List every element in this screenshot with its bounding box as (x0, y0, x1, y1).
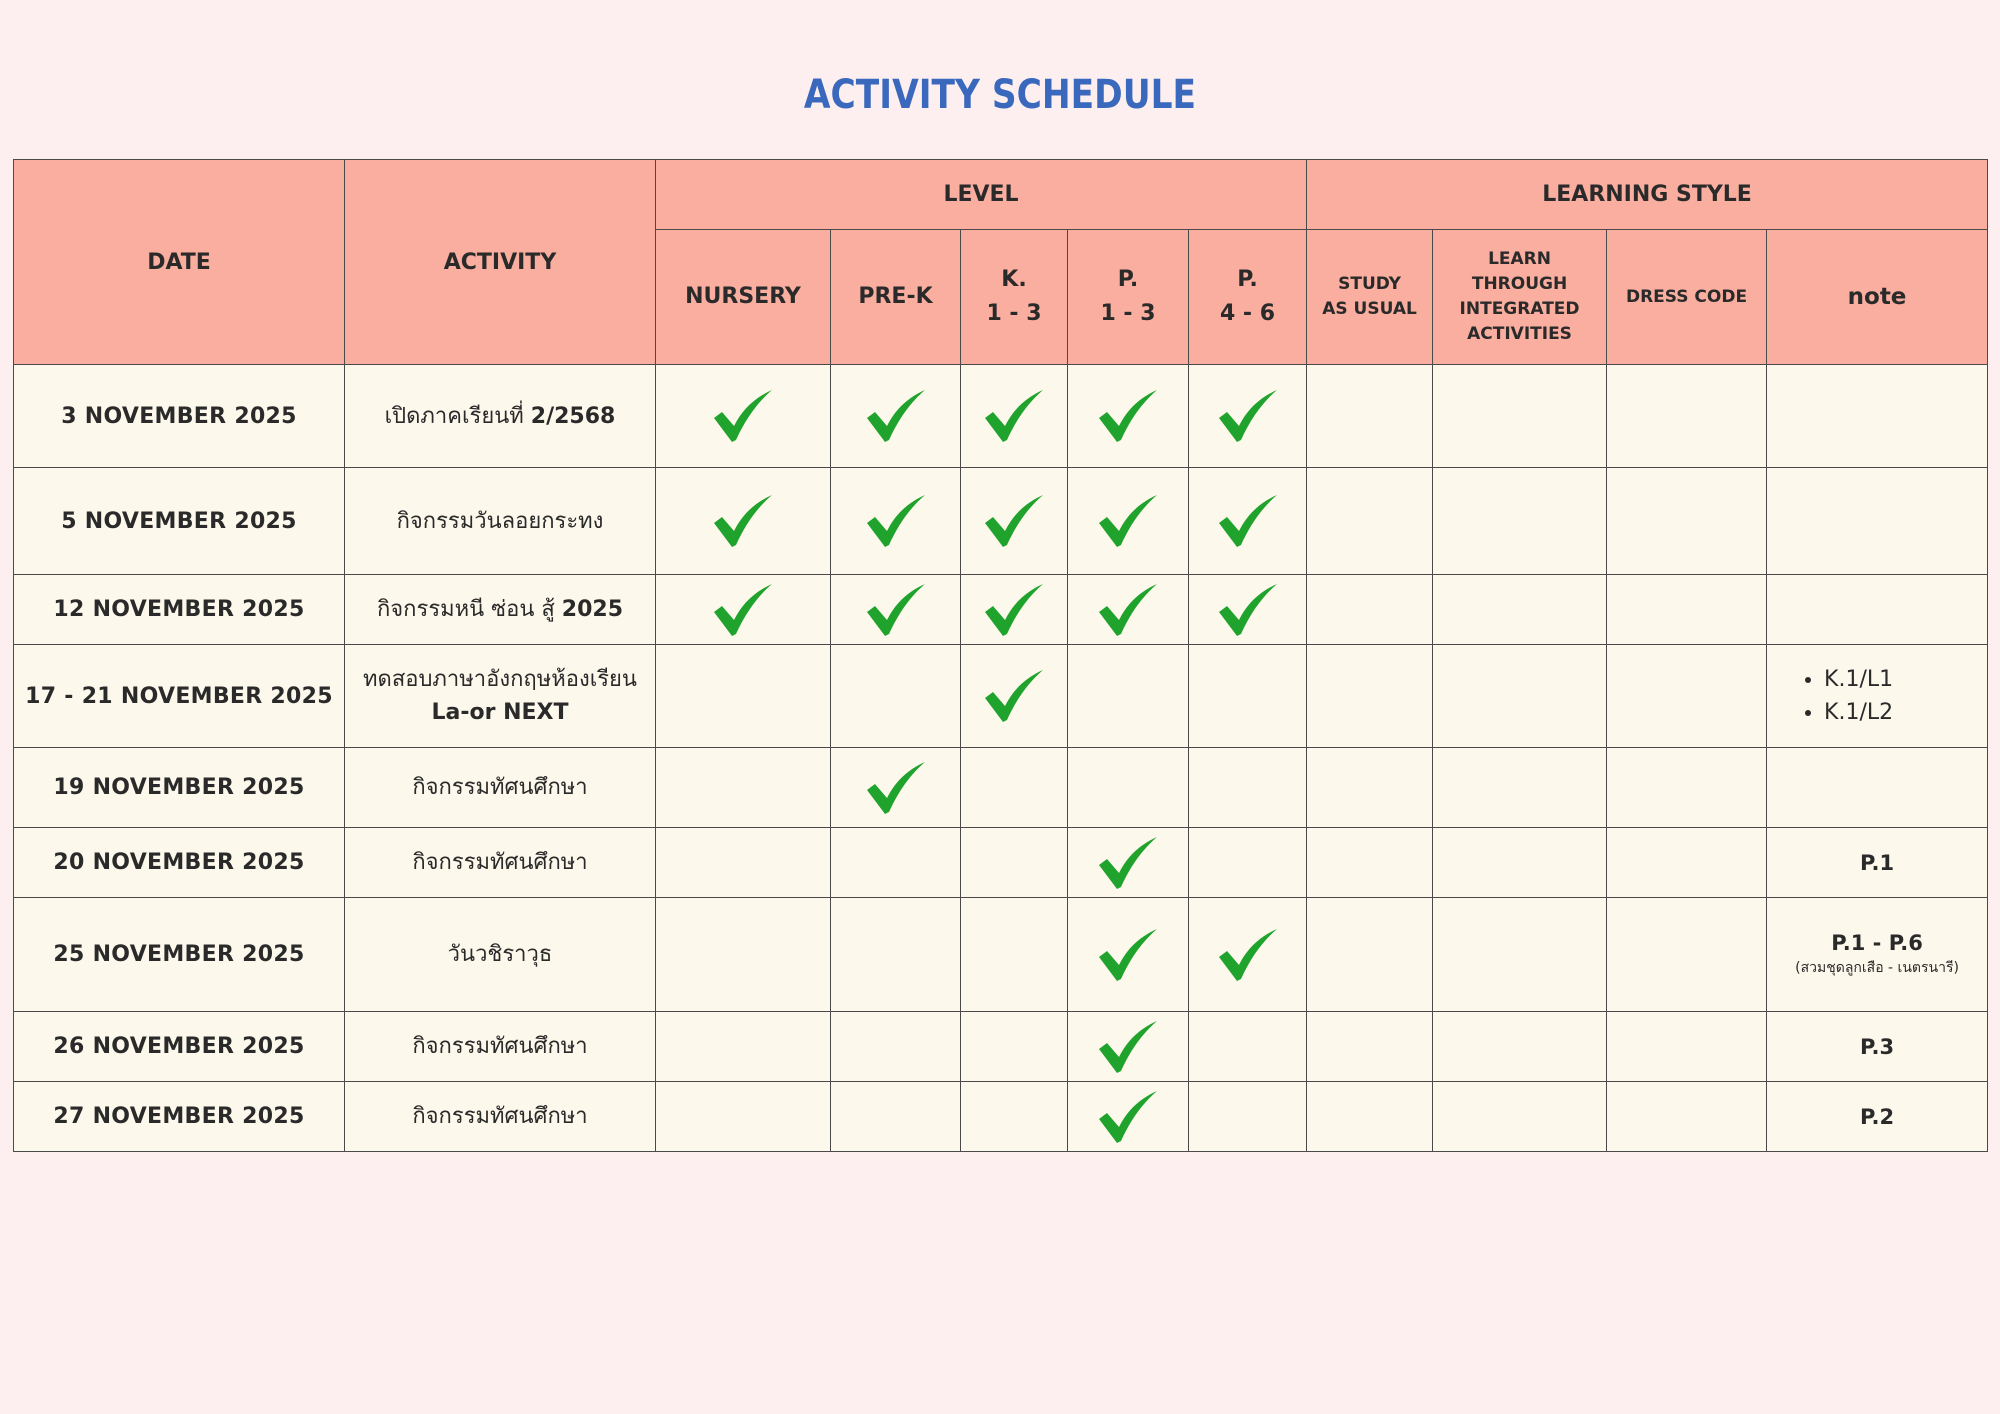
check-cell-p46 (1189, 575, 1307, 645)
check-cell-k13 (961, 645, 1068, 748)
checkmark-icon (983, 388, 1045, 444)
header-p13 (1068, 230, 1189, 365)
date-cell: 12 NOVEMBER 2025 (14, 575, 345, 645)
table-row (14, 748, 1988, 828)
note-cell (1767, 748, 1988, 828)
learn-integrated-cell (1433, 898, 1607, 1012)
checkmark-icon (865, 582, 927, 638)
header-learn-line4: ACTIVITIES (1467, 324, 1572, 344)
activity-text: กิจกรรมหนี ซ่อน สู้ (376, 597, 562, 622)
dress-code-cell (1607, 1012, 1767, 1082)
checkmark-icon (983, 582, 1045, 638)
header-p46 (1189, 230, 1307, 365)
dress-code-cell (1607, 898, 1767, 1012)
date-cell: 19 NOVEMBER 2025 (14, 748, 345, 828)
note-text: P.1 - P.6 (1831, 930, 1923, 955)
check-cell-p46 (1189, 828, 1307, 898)
check-cell-k13 (961, 1082, 1068, 1152)
note-cell (1767, 468, 1988, 575)
activity-text: ทดสอบภาษาอังกฤษห้องเรียน (363, 667, 637, 692)
checkmark-icon (1217, 927, 1279, 983)
date-cell: 26 NOVEMBER 2025 (14, 1012, 345, 1082)
activity-text-strong: La-or NEXT (431, 700, 569, 725)
note-cell (1767, 365, 1988, 468)
checkmark-icon (1097, 835, 1159, 891)
checkmark-icon (1217, 493, 1279, 549)
checkmark-icon (712, 582, 774, 638)
activity-cell (345, 468, 656, 575)
dress-code-cell (1607, 1082, 1767, 1152)
check-cell-p13 (1068, 1012, 1189, 1082)
checkmark-icon (1097, 1089, 1159, 1145)
checkmark-icon (1097, 927, 1159, 983)
date-cell: 27 NOVEMBER 2025 (14, 1082, 345, 1152)
note-cell: P.3 (1767, 1012, 1988, 1082)
note-cell: P.1 (1767, 828, 1988, 898)
activity-cell (345, 1012, 656, 1082)
check-cell-p46 (1189, 898, 1307, 1012)
learn-integrated-cell (1433, 748, 1607, 828)
header-nursery: NURSERY (656, 230, 831, 365)
note-cell (1767, 645, 1988, 748)
note-cell: P.2 (1767, 1082, 1988, 1152)
header-note: note (1767, 230, 1988, 365)
check-cell-p46 (1189, 1012, 1307, 1082)
date-cell: 17 - 21 NOVEMBER 2025 (14, 645, 345, 748)
header-dress-code: DRESS CODE (1607, 230, 1767, 365)
check-cell-prek (831, 575, 961, 645)
learn-integrated-cell (1433, 575, 1607, 645)
date-cell: 20 NOVEMBER 2025 (14, 828, 345, 898)
table-row (14, 1082, 1988, 1152)
activity-text: เปิดภาคเรียนที่ (384, 403, 531, 429)
check-cell-prek (831, 828, 961, 898)
table-row (14, 645, 1988, 748)
note-list-item: • K.1/L1 (1824, 663, 1987, 696)
checkmark-icon (983, 668, 1045, 724)
checkmark-icon (712, 493, 774, 549)
dress-code-cell (1607, 365, 1767, 468)
check-cell-prek (831, 1082, 961, 1152)
study-as-usual-cell (1307, 898, 1433, 1012)
header-p13-line1: P. (1117, 267, 1139, 292)
study-as-usual-cell (1307, 575, 1433, 645)
check-cell-k13 (961, 575, 1068, 645)
check-cell-prek (831, 748, 961, 828)
schedule-table (13, 159, 1988, 1152)
note-list-item: • K.1/L2 (1824, 696, 1987, 729)
activity-text: กิจกรรมทัศนศึกษา (412, 1104, 588, 1129)
header-learn-integrated (1433, 230, 1607, 365)
page-title: ACTIVITY SCHEDULE (803, 72, 1197, 118)
learn-integrated-cell (1433, 1012, 1607, 1082)
dress-code-cell (1607, 645, 1767, 748)
check-cell-p46 (1189, 468, 1307, 575)
dress-code-cell (1607, 748, 1767, 828)
header-p13-line2: 1 - 3 (1100, 301, 1156, 326)
check-cell-nursery (656, 575, 831, 645)
date-cell: 25 NOVEMBER 2025 (14, 898, 345, 1012)
header-activity: ACTIVITY (345, 160, 656, 365)
check-cell-p13 (1068, 575, 1189, 645)
table-row (14, 468, 1988, 575)
check-cell-k13 (961, 1012, 1068, 1082)
checkmark-icon (1097, 388, 1159, 444)
header-learn-line2: THROUGH (1471, 274, 1568, 294)
note-subtext: (สวมชุดลูกเสือ - เนตรนารี) (1795, 959, 1959, 976)
activity-cell (345, 1082, 656, 1152)
check-cell-p13 (1068, 898, 1189, 1012)
check-cell-k13 (961, 365, 1068, 468)
check-cell-prek (831, 645, 961, 748)
table-row (14, 898, 1988, 1012)
check-cell-k13 (961, 828, 1068, 898)
header-date: DATE (14, 160, 345, 365)
table-row (14, 575, 1988, 645)
note-cell (1767, 575, 1988, 645)
study-as-usual-cell (1307, 1012, 1433, 1082)
study-as-usual-cell (1307, 468, 1433, 575)
check-cell-k13 (961, 748, 1068, 828)
learn-integrated-cell (1433, 365, 1607, 468)
check-cell-p13 (1068, 468, 1189, 575)
header-k13-line1: K. (1001, 267, 1027, 292)
checkmark-icon (1217, 582, 1279, 638)
table-row (14, 1012, 1988, 1082)
header-p46-line2: 4 - 6 (1219, 301, 1276, 326)
learn-integrated-cell (1433, 468, 1607, 575)
activity-cell (345, 575, 656, 645)
check-cell-nursery (656, 1082, 831, 1152)
check-cell-nursery (656, 468, 831, 575)
header-study-line2: AS USUAL (1322, 299, 1417, 319)
learn-integrated-cell (1433, 828, 1607, 898)
header-study-as-usual (1307, 230, 1433, 365)
learn-integrated-cell (1433, 645, 1607, 748)
checkmark-icon (712, 388, 774, 444)
activity-text: กิจกรรมทัศนศึกษา (412, 1034, 588, 1059)
note-list (1767, 663, 1987, 729)
learn-integrated-cell (1433, 1082, 1607, 1152)
table-row (14, 365, 1988, 468)
checkmark-icon (1097, 1019, 1159, 1075)
table-row (14, 828, 1988, 898)
header-level: LEVEL (656, 160, 1307, 230)
check-cell-p46 (1189, 365, 1307, 468)
check-cell-nursery (656, 748, 831, 828)
check-cell-k13 (961, 898, 1068, 1012)
check-cell-p13 (1068, 1082, 1189, 1152)
activity-text-strong: 2025 (561, 597, 624, 622)
header-p46-line1: P. (1237, 267, 1258, 292)
study-as-usual-cell (1307, 645, 1433, 748)
check-cell-p13 (1068, 748, 1189, 828)
dress-code-cell (1607, 468, 1767, 575)
study-as-usual-cell (1307, 365, 1433, 468)
activity-cell (345, 365, 656, 468)
check-cell-p13 (1068, 365, 1189, 468)
date-cell: 3 NOVEMBER 2025 (14, 365, 345, 468)
activity-cell (345, 748, 656, 828)
check-cell-nursery (656, 645, 831, 748)
activity-text: กิจกรรมทัศนศึกษา (412, 775, 588, 800)
header-k13 (961, 230, 1068, 365)
check-cell-nursery (656, 365, 831, 468)
check-cell-nursery (656, 1012, 831, 1082)
study-as-usual-cell (1307, 748, 1433, 828)
check-cell-prek (831, 1012, 961, 1082)
check-cell-p46 (1189, 1082, 1307, 1152)
dress-code-cell (1607, 828, 1767, 898)
study-as-usual-cell (1307, 828, 1433, 898)
activity-text: กิจกรรมทัศนศึกษา (412, 850, 588, 875)
checkmark-icon (1097, 493, 1159, 549)
activity-cell (345, 828, 656, 898)
header-prek: PRE-K (831, 230, 961, 365)
checkmark-icon (983, 493, 1045, 549)
check-cell-prek (831, 365, 961, 468)
activity-cell (345, 645, 656, 748)
activity-text: กิจกรรมวันลอยกระทง (396, 508, 604, 534)
header-learning-style: LEARNING STYLE (1307, 160, 1988, 230)
activity-text: วันวชิราวุธ (447, 942, 553, 967)
header-k13-line2: 1 - 3 (986, 301, 1042, 326)
check-cell-p13 (1068, 645, 1189, 748)
checkmark-icon (865, 388, 927, 444)
header-learn-line1: LEARN (1488, 249, 1551, 269)
check-cell-prek (831, 468, 961, 575)
check-cell-prek (831, 898, 961, 1012)
note-cell (1767, 898, 1988, 1012)
check-cell-p46 (1189, 645, 1307, 748)
dress-code-cell (1607, 575, 1767, 645)
checkmark-icon (1217, 388, 1279, 444)
check-cell-nursery (656, 898, 831, 1012)
header-learn-line3: INTEGRATED (1459, 299, 1580, 319)
header-study-line1: STUDY (1338, 274, 1401, 294)
activity-text-strong: 2/2568 (530, 403, 616, 429)
checkmark-icon (1097, 582, 1159, 638)
checkmark-icon (865, 760, 927, 816)
check-cell-k13 (961, 468, 1068, 575)
check-cell-p46 (1189, 748, 1307, 828)
check-cell-p13 (1068, 828, 1189, 898)
check-cell-nursery (656, 828, 831, 898)
activity-cell (345, 898, 656, 1012)
study-as-usual-cell (1307, 1082, 1433, 1152)
checkmark-icon (865, 493, 927, 549)
date-cell: 5 NOVEMBER 2025 (14, 468, 345, 575)
